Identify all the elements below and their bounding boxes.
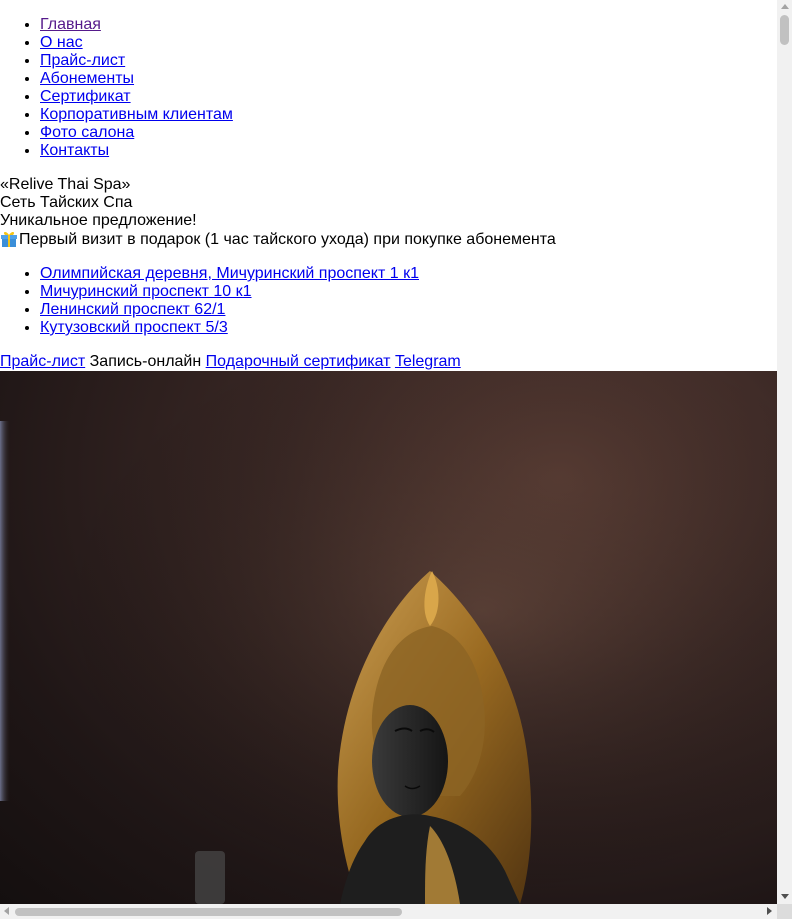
nav-link-home[interactable]: Главная [40,16,101,33]
nav-link-about[interactable]: О нас [40,34,83,51]
horizontal-scroll-thumb[interactable] [15,908,402,916]
nav-item-corporate [40,106,777,124]
buddha-statue-photo [0,371,777,904]
horizontal-scrollbar[interactable] [0,904,777,919]
nav-item-subscriptions [40,70,777,88]
address-item [40,265,777,283]
booking-online-text: Запись-онлайн [89,353,202,370]
hero-image [0,371,777,904]
nav-item-home [40,16,777,34]
scroll-up-icon[interactable] [781,4,789,9]
nav-item-contacts [40,142,777,160]
main-nav [0,16,777,160]
nav-link-subscriptions[interactable]: Абонементы [40,70,135,87]
brand-name: «Relive Thai Spa» [0,176,131,193]
nav-link-contacts[interactable]: Контакты [40,142,110,159]
scroll-right-icon[interactable] [767,907,772,915]
scroll-down-icon[interactable] [781,894,789,899]
brand-subtitle: Сеть Тайских Спа [0,194,133,211]
scrollbar-corner [777,904,792,919]
nav-item-photos [40,124,777,142]
address-item [40,283,777,301]
promo-text: Первый визит в подарок (1 час тайского ухода) при покупке абонемента [19,231,556,248]
vertical-scrollbar[interactable] [777,0,792,904]
scroll-left-icon[interactable] [4,907,9,915]
address-link-michurinsky-10[interactable]: Мичуринский проспект 10 к1 [40,283,252,300]
address-list [0,265,777,337]
address-link-kutuzovsky[interactable]: Кутузовский проспект 5/3 [40,319,228,336]
action-links [0,353,777,371]
nav-link-prices[interactable]: Прайс-лист [40,52,126,69]
offer-heading: Уникальное предложение! [0,212,197,229]
nav-item-about [40,34,777,52]
gift-icon [0,230,18,247]
price-list-link[interactable]: Прайс-лист [0,353,86,370]
promo-line [0,230,777,249]
nav-item-certificate [40,88,777,106]
gift-certificate-link[interactable]: Подарочный сертификат [205,353,391,370]
address-link-leninsky[interactable]: Ленинский проспект 62/1 [40,301,226,318]
address-item [40,319,777,337]
telegram-link[interactable]: Telegram [394,353,461,370]
nav-link-certificate[interactable]: Сертификат [40,88,131,105]
address-item [40,301,777,319]
nav-item-prices [40,52,777,70]
nav-link-corporate[interactable]: Корпоративным клиентам [40,106,233,123]
vertical-scroll-thumb[interactable] [780,15,789,45]
nav-link-photos[interactable]: Фото салона [40,124,135,141]
address-link-olympic-village[interactable]: Олимпийская деревня, Мичуринский проспект 1 к1 [40,265,419,282]
